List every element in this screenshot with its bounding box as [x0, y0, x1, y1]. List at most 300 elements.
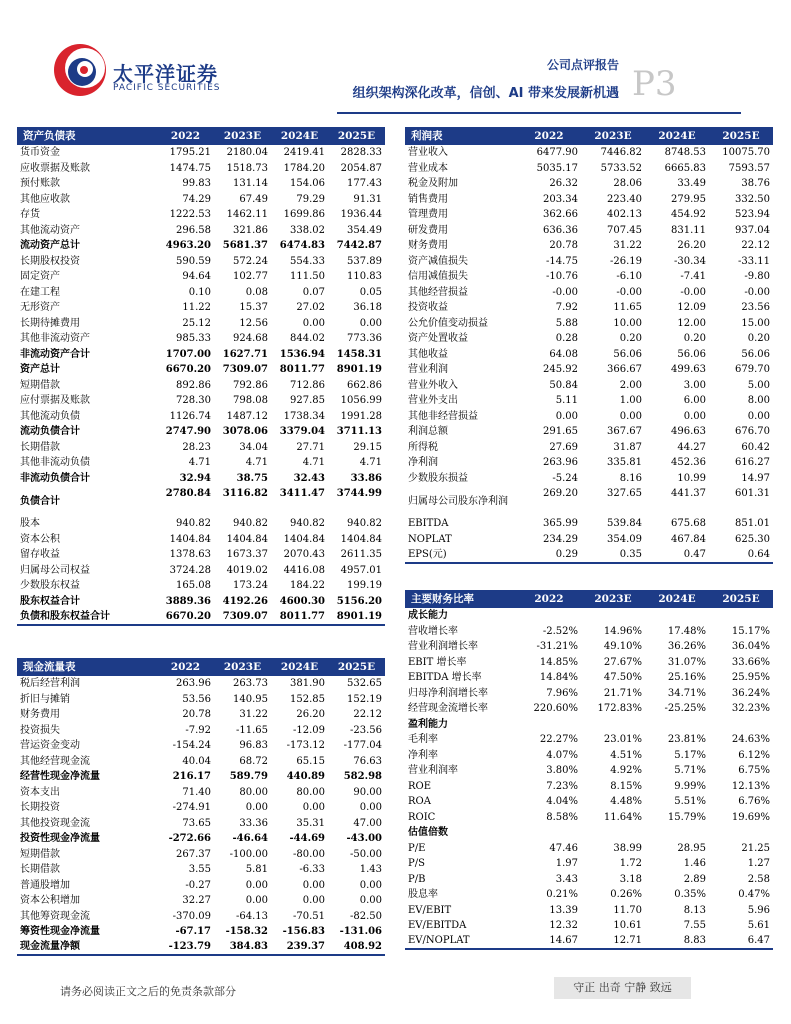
- table-row: [405, 516, 773, 532]
- value-cell: 102.77: [233, 271, 268, 283]
- value-cell: 625.30: [735, 533, 770, 545]
- value-cell: 203.34: [543, 193, 578, 205]
- value-cell: 33.86: [350, 472, 382, 484]
- value-cell: -0.27: [185, 879, 211, 891]
- table-row: [405, 161, 773, 177]
- value-cell: 354.49: [347, 224, 382, 236]
- value-cell: -26.19: [609, 255, 642, 267]
- value-cell: 4.48%: [610, 796, 642, 808]
- table-row: [405, 547, 773, 563]
- value-cell: 10.00: [613, 317, 642, 329]
- value-cell: 1936.44: [340, 209, 382, 221]
- row-label: 长期投资: [20, 802, 60, 814]
- value-cell: 4192.26: [222, 595, 268, 607]
- value-cell: 47.46: [549, 842, 578, 854]
- row-label: 毛利率: [408, 734, 438, 746]
- column-header: 2023E: [214, 127, 271, 145]
- value-cell: 11.22: [182, 302, 211, 314]
- value-cell: 1404.84: [340, 533, 382, 545]
- table-row: [17, 347, 385, 363]
- value-cell: 332.50: [735, 193, 770, 205]
- row-label: EBITDA 增长率: [408, 672, 482, 684]
- table-row: [17, 862, 385, 878]
- value-cell: 10.61: [613, 920, 642, 932]
- row-label: 其他应收款: [20, 193, 70, 205]
- table-row: [17, 424, 385, 440]
- value-cell: 8.58%: [546, 811, 578, 823]
- value-cell: 47.00: [353, 817, 382, 829]
- value-cell: 381.90: [290, 678, 325, 690]
- value-cell: -2.52%: [542, 625, 578, 637]
- table-row: [405, 639, 773, 655]
- table-row: [405, 810, 773, 826]
- value-cell: 269.20: [543, 488, 578, 499]
- row-label: 营业外支出: [408, 395, 458, 407]
- value-cell: 296.58: [176, 224, 211, 236]
- value-cell: 1518.73: [226, 162, 268, 174]
- value-cell: 90.00: [353, 786, 382, 798]
- value-cell: 10.99: [677, 472, 706, 484]
- value-cell: 11.64%: [603, 811, 642, 823]
- value-cell: 0.08: [245, 286, 268, 298]
- value-cell: 12.71: [581, 934, 645, 950]
- table-row: [405, 362, 773, 378]
- table-row: [17, 409, 385, 425]
- value-cell: 73.65: [182, 817, 211, 829]
- row-label: 净利率: [408, 749, 438, 761]
- value-cell: 589.79: [229, 771, 268, 783]
- value-cell: 0.64: [709, 547, 773, 563]
- value-cell: 985.33: [176, 333, 211, 345]
- row-label: 股东权益合计: [20, 595, 80, 607]
- value-cell: 53.56: [182, 693, 211, 705]
- value-cell: -272.66: [168, 833, 211, 845]
- table-row: [405, 779, 773, 795]
- column-header: 2024E: [271, 127, 328, 145]
- value-cell: 8748.53: [664, 147, 706, 159]
- value-cell: 36.18: [353, 302, 382, 314]
- value-cell: 223.40: [607, 193, 642, 205]
- value-cell: 22.12: [741, 240, 770, 252]
- disclaimer-text: 请务必阅读正文之后的免责条款部分: [60, 985, 236, 998]
- value-cell: -7.92: [185, 724, 211, 736]
- row-label: 非流动负债合计: [20, 472, 90, 484]
- value-cell: 25.12: [182, 317, 211, 329]
- table-row: [17, 486, 385, 516]
- row-label: P/B: [408, 873, 426, 885]
- value-cell: 8.16: [619, 472, 642, 484]
- report-type: 公司点评报告: [546, 58, 619, 72]
- row-label: 财务费用: [20, 709, 60, 721]
- value-cell: 5.71%: [674, 765, 706, 777]
- table-row: [405, 223, 773, 239]
- table-row: [405, 471, 773, 487]
- value-cell: 91.31: [353, 193, 382, 205]
- value-cell: 27.71: [296, 441, 325, 453]
- value-cell: -154.24: [172, 740, 211, 752]
- value-cell: 792.86: [233, 379, 268, 391]
- value-cell: 13.39: [549, 904, 578, 916]
- row-label: 其他流动资产: [20, 224, 80, 236]
- row-label: P/E: [408, 842, 426, 854]
- value-cell: 12.09: [677, 302, 706, 314]
- value-cell: 4600.30: [279, 595, 325, 607]
- value-cell: 31.22: [613, 240, 642, 252]
- value-cell: [645, 825, 709, 841]
- column-header: 2025E: [328, 127, 385, 145]
- value-cell: 4.07%: [546, 749, 578, 761]
- row-label: 现金流量净额: [17, 940, 157, 956]
- value-cell: 28.23: [182, 441, 211, 453]
- row-label: 应收票据及账款: [20, 162, 90, 174]
- column-header: 2024E: [271, 658, 328, 676]
- value-cell: 601.31: [735, 488, 770, 499]
- row-label: 在建工程: [20, 286, 60, 298]
- row-label: EV/EBITDA: [408, 920, 467, 932]
- value-cell: -0.00: [680, 286, 706, 298]
- table-row: [405, 285, 773, 301]
- table-row: [405, 331, 773, 347]
- value-cell: 0.47%: [738, 889, 770, 901]
- value-cell: 6477.90: [536, 147, 578, 159]
- row-label: 其他筹资现金流: [20, 910, 90, 922]
- value-cell: 1378.63: [169, 549, 211, 561]
- value-cell: 532.65: [347, 678, 382, 690]
- row-label: 股本: [20, 518, 40, 530]
- value-cell: 267.37: [176, 848, 211, 860]
- column-header: 2025E: [709, 590, 773, 608]
- value-cell: 454.92: [671, 209, 706, 221]
- value-cell: 28.06: [613, 178, 642, 190]
- value-cell: [581, 608, 645, 624]
- value-cell: 152.85: [290, 693, 325, 705]
- value-cell: 2611.35: [340, 549, 382, 561]
- value-cell: 2180.04: [226, 147, 268, 159]
- table-row: [405, 238, 773, 254]
- value-cell: 354.09: [607, 533, 642, 545]
- value-cell: -177.04: [343, 740, 382, 752]
- value-cell: 5035.17: [536, 162, 578, 174]
- value-cell: 31.07%: [667, 656, 706, 668]
- table-row: [17, 893, 385, 909]
- row-label: 营业收入: [408, 147, 448, 159]
- value-cell: 27.02: [296, 302, 325, 314]
- value-cell: 616.27: [735, 457, 770, 469]
- row-label: 财务费用: [408, 240, 448, 252]
- row-label: 其他投资现金流: [20, 817, 90, 829]
- row-label: 营业利润率: [408, 765, 458, 777]
- value-cell: 6.00: [683, 395, 706, 407]
- value-cell: -370.09: [172, 910, 211, 922]
- value-cell: 6670.20: [157, 609, 214, 625]
- table-row: [405, 918, 773, 934]
- value-cell: 0.47: [645, 547, 709, 563]
- value-cell: -6.33: [299, 864, 325, 876]
- table-row: [17, 769, 385, 785]
- row-label: 其他经营损益: [408, 286, 468, 298]
- value-cell: 7.92: [555, 302, 578, 314]
- value-cell: 263.96: [543, 457, 578, 469]
- value-cell: 940.82: [176, 518, 211, 530]
- table-row: [405, 841, 773, 857]
- value-cell: 8.15%: [610, 780, 642, 792]
- value-cell: 927.85: [290, 395, 325, 407]
- table-row: [17, 393, 385, 409]
- value-cell: 11.65: [613, 302, 642, 314]
- table-row: [17, 192, 385, 208]
- row-label: 营收增长率: [408, 625, 458, 637]
- value-cell: [709, 825, 773, 841]
- value-cell: 172.83%: [597, 703, 642, 715]
- value-cell: [581, 825, 645, 841]
- value-cell: 5.96: [747, 904, 770, 916]
- value-cell: 0.00: [302, 879, 325, 891]
- value-cell: 1536.94: [279, 348, 325, 360]
- row-label: 非流动资产合计: [20, 348, 90, 360]
- row-label: EBIT 增长率: [408, 656, 467, 668]
- value-cell: 892.86: [176, 379, 211, 391]
- value-cell: 23.81%: [667, 734, 706, 746]
- row-label: 负债和股东权益合计: [17, 609, 157, 625]
- value-cell: 177.43: [347, 178, 382, 190]
- value-cell: 0.10: [188, 286, 211, 298]
- value-cell: 64.08: [549, 348, 578, 360]
- table-row: [405, 903, 773, 919]
- row-label: 长期借款: [20, 441, 60, 453]
- table-row: [405, 316, 773, 332]
- value-cell: 26.20: [296, 709, 325, 721]
- value-cell: 36.26%: [667, 641, 706, 653]
- value-cell: 8.00: [747, 395, 770, 407]
- row-label: 长期股权投资: [20, 255, 80, 267]
- value-cell: 20.78: [182, 709, 211, 721]
- value-cell: 154.06: [290, 178, 325, 190]
- table-header-row: [17, 127, 385, 145]
- cash-flow-table: [17, 658, 385, 956]
- table-row: [17, 547, 385, 563]
- row-label: 预付账款: [20, 178, 60, 190]
- value-cell: 1.46: [683, 858, 706, 870]
- value-cell: 3.43: [555, 873, 578, 885]
- value-cell: 0.00: [302, 317, 325, 329]
- row-label: 留存收益: [20, 549, 60, 561]
- value-cell: 291.65: [543, 426, 578, 438]
- value-cell: 5681.37: [222, 240, 268, 252]
- value-cell: 0.20: [747, 333, 770, 345]
- value-cell: 1673.37: [226, 549, 268, 561]
- row-label: 应付票据及账款: [20, 395, 90, 407]
- table-row: [17, 516, 385, 532]
- column-header: 2024E: [645, 127, 709, 145]
- row-label: 其他收益: [408, 348, 448, 360]
- value-cell: -43.00: [346, 833, 382, 845]
- table-row: [405, 608, 773, 624]
- value-cell: 1404.84: [226, 533, 268, 545]
- value-cell: 679.70: [735, 364, 770, 376]
- table-row: [17, 594, 385, 610]
- value-cell: 7.96%: [546, 687, 578, 699]
- logo-text-en: PACIFIC SECURITIES: [113, 83, 221, 93]
- company-motto: 守正 出奇 宁静 致远: [554, 977, 691, 999]
- value-cell: 131.14: [233, 178, 268, 190]
- row-label: ROE: [408, 780, 432, 792]
- row-label: 归母净利润增长率: [408, 687, 488, 699]
- table-row: [17, 471, 385, 487]
- value-cell: 14.85%: [539, 656, 578, 668]
- value-cell: 49.10%: [603, 641, 642, 653]
- value-cell: 40.04: [182, 755, 211, 767]
- value-cell: 1404.84: [169, 533, 211, 545]
- value-cell: 10075.70: [722, 147, 770, 159]
- table-row: [17, 145, 385, 161]
- value-cell: -173.12: [286, 740, 325, 752]
- value-cell: 496.63: [671, 426, 706, 438]
- value-cell: 14.84%: [539, 672, 578, 684]
- value-cell: 4.71: [245, 457, 268, 469]
- value-cell: 15.17%: [731, 625, 770, 637]
- value-cell: 1738.34: [283, 410, 325, 422]
- table-title: 利润表: [405, 127, 517, 145]
- row-label: 利润总额: [408, 426, 448, 438]
- value-cell: 6.12%: [738, 749, 770, 761]
- row-label: 资产处置收益: [408, 333, 468, 345]
- value-cell: 15.79%: [667, 811, 706, 823]
- table-row: [405, 378, 773, 394]
- row-label: 其他非流动资产: [20, 333, 90, 345]
- row-label: 管理费用: [408, 209, 448, 221]
- value-cell: 539.84: [607, 518, 642, 530]
- value-cell: 3744.99: [336, 488, 382, 499]
- value-cell: 0.28: [555, 333, 578, 345]
- value-cell: 27.69: [549, 441, 578, 453]
- value-cell: 338.02: [290, 224, 325, 236]
- table-row: [17, 578, 385, 594]
- value-cell: 3711.13: [336, 426, 382, 438]
- row-label: 成长能力: [408, 610, 448, 622]
- row-label: 销售费用: [408, 193, 448, 205]
- value-cell: 0.00: [359, 879, 382, 891]
- value-cell: 32.43: [293, 472, 325, 484]
- value-cell: 6670.20: [165, 364, 211, 376]
- value-cell: 263.73: [233, 678, 268, 690]
- value-cell: 23.01%: [603, 734, 642, 746]
- logo-text-cn: 太平洋证券: [113, 62, 218, 86]
- table-row: [17, 455, 385, 471]
- value-cell: 56.06: [741, 348, 770, 360]
- table-row: [17, 707, 385, 723]
- row-label: 股息率: [408, 889, 438, 901]
- row-label: EV/NOPLAT: [405, 934, 517, 950]
- value-cell: 25.95%: [731, 672, 770, 684]
- value-cell: 4019.02: [226, 564, 268, 576]
- value-cell: 851.01: [735, 518, 770, 530]
- row-label: 其他经营现金流: [20, 755, 90, 767]
- column-header: 2023E: [581, 127, 645, 145]
- value-cell: 452.36: [671, 457, 706, 469]
- table-row: [17, 440, 385, 456]
- row-label: EBITDA: [408, 518, 449, 530]
- value-cell: 8901.19: [328, 609, 385, 625]
- value-cell: 32.23%: [731, 703, 770, 715]
- value-cell: 279.95: [671, 193, 706, 205]
- table-row: [405, 825, 773, 841]
- table-row: [17, 940, 385, 956]
- value-cell: 0.21%: [546, 889, 578, 901]
- table-row: [405, 732, 773, 748]
- table-row: [405, 269, 773, 285]
- row-label: 净利润: [408, 457, 438, 469]
- value-cell: -5.24: [552, 472, 578, 484]
- value-cell: 0.00: [302, 895, 325, 907]
- row-label: 税金及附加: [408, 178, 458, 190]
- table-row: [17, 378, 385, 394]
- value-cell: 29.15: [353, 441, 382, 453]
- value-cell: 0.00: [555, 410, 578, 422]
- value-cell: 4.71: [359, 457, 382, 469]
- value-cell: 1699.86: [283, 209, 325, 221]
- table-row: [405, 347, 773, 363]
- table-row: [405, 655, 773, 671]
- table-title: 主要财务比率: [405, 590, 517, 608]
- value-cell: 20.78: [549, 240, 578, 252]
- value-cell: 80.00: [296, 786, 325, 798]
- value-cell: 1458.31: [336, 348, 382, 360]
- table-row: [17, 223, 385, 239]
- value-cell: 499.63: [671, 364, 706, 376]
- value-cell: -33.11: [737, 255, 770, 267]
- value-cell: 321.86: [233, 224, 268, 236]
- table-row: [17, 331, 385, 347]
- value-cell: 3379.04: [279, 426, 325, 438]
- row-label: 营业成本: [408, 162, 448, 174]
- value-cell: 6.75%: [738, 765, 770, 777]
- value-cell: 0.26%: [610, 889, 642, 901]
- report-title: 组织架构深化改革，信创、AI 带来发展新机遇: [352, 86, 619, 101]
- value-cell: 0.00: [302, 802, 325, 814]
- value-cell: 1627.71: [222, 348, 268, 360]
- table-row: [405, 409, 773, 425]
- balance-sheet-table: [17, 127, 385, 626]
- value-cell: 675.68: [671, 518, 706, 530]
- value-cell: 3724.28: [169, 564, 211, 576]
- value-cell: 14.97: [741, 472, 770, 484]
- value-cell: 1.72: [619, 858, 642, 870]
- value-cell: -100.00: [229, 848, 268, 860]
- row-label: 营运资金变动: [20, 740, 80, 752]
- value-cell: 0.00: [619, 410, 642, 422]
- table-row: [17, 924, 385, 940]
- value-cell: 5.88: [555, 317, 578, 329]
- value-cell: 263.96: [176, 678, 211, 690]
- value-cell: 7309.07: [222, 364, 268, 376]
- table-row: [405, 532, 773, 548]
- table-row: [17, 254, 385, 270]
- column-header: 2022: [157, 127, 214, 145]
- value-cell: 79.29: [296, 193, 325, 205]
- value-cell: 2828.33: [340, 147, 382, 159]
- value-cell: 199.19: [347, 580, 382, 592]
- value-cell: 7446.82: [600, 147, 642, 159]
- value-cell: 34.04: [239, 441, 268, 453]
- row-label: ROA: [408, 796, 431, 808]
- value-cell: 1795.21: [169, 147, 211, 159]
- value-cell: 831.11: [671, 224, 706, 236]
- column-header: 2022: [517, 590, 581, 608]
- table-row: [17, 878, 385, 894]
- value-cell: 384.83: [214, 940, 271, 956]
- value-cell: 7442.87: [336, 240, 382, 252]
- value-cell: -0.00: [744, 286, 770, 298]
